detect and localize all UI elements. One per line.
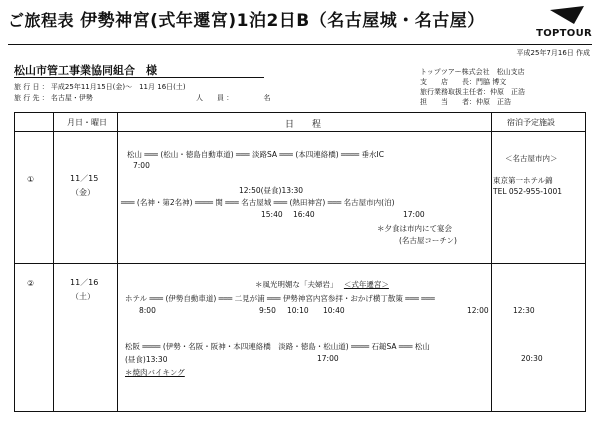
period-label: 旅 行 日 ：: [14, 83, 49, 91]
day1-weekday: （金）: [71, 188, 95, 197]
day1-hotel-name: 東京第一ホテル錦: [493, 176, 553, 185]
dest-label: 旅 行 先 ：: [14, 94, 49, 102]
client-underline: [14, 77, 264, 78]
day2-time-g: 17:00: [317, 354, 339, 363]
manager-label: 支 店 長：: [420, 78, 476, 86]
col-divider-3: [491, 113, 492, 411]
logo-mark-icon: [548, 4, 586, 26]
period-value: 平成25年11月15日(金)〜 11月 16日(土): [50, 83, 186, 91]
staff-value: 仲原 正浩: [476, 98, 511, 106]
staff-label: 担 当 者：: [420, 98, 476, 106]
col-header-hotel: 宿泊予定施設: [507, 118, 555, 127]
page-title: [8, 6, 485, 31]
toptour-logo: [508, 4, 592, 40]
travel-period: [14, 82, 186, 92]
day1-number: ①: [27, 175, 35, 184]
travel-destination: [14, 93, 93, 103]
day1-time-depart: 7:00: [133, 161, 150, 170]
day2-note-top: [255, 279, 389, 290]
company-manager: [420, 77, 506, 87]
day1-route-2: ═══ (名神・第2名神) ════ 関 ═══ 名古屋城 ═══ (熱田神宮) ═══ 名古屋市内(泊): [121, 198, 395, 207]
travel-people: [196, 93, 270, 103]
day1-lunch: 12:50(昼食)13:30: [239, 186, 304, 195]
title-prefix: ご旅程表: [8, 11, 75, 30]
header-row-divider: [15, 131, 585, 132]
dest-value: 名古屋・伊勢: [50, 94, 93, 102]
day2-route-1: ホテル ═══ (伊勢自動車道) ═══ 二見が浦 ═══ 伊勢神宮内宮参拝・おかげ横丁散策 ═══ ═══: [125, 294, 435, 303]
logo-text: TOPTOUR: [536, 28, 592, 39]
manager-value: 門脇 博文: [476, 78, 507, 86]
day2-route-2: 松阪 ════ (伊勢・名阪・阪神・本四連絡橋 淡路・徳島・松山道) ════ 石鎚SA ═══ 松山: [125, 342, 430, 351]
day2-time-e: 12:00: [467, 306, 489, 315]
day1-route-1: 松山 ═══ (松山・徳島自動車道) ═══ 淡路SA ═══ (本四連絡橋) ════ 垂水IC: [127, 150, 384, 159]
day2-time-a: 8:00: [139, 306, 156, 315]
col-header-schedule: 日 程: [285, 120, 322, 130]
company-staff: [420, 97, 511, 107]
header-rule: [8, 44, 592, 45]
itinerary-table: [14, 112, 586, 412]
supervisor-value: 仲原 正浩: [490, 88, 525, 96]
client-name: 松山市管工事業協同組合 様: [14, 64, 157, 77]
day1-dinner-note-2: (名古屋コーチン): [399, 236, 457, 245]
day1-dinner-note: ＊夕食は市内にて宴会: [377, 224, 452, 233]
day1-hotel-area: ＜名古屋市内＞: [505, 154, 558, 163]
day2-time-b: 9:50: [259, 306, 276, 315]
day2-note-meoto: ＊風光明媚な「夫婦岩」: [255, 280, 338, 289]
company-supervisor: [420, 87, 525, 97]
title-main: 伊勢神宮(式年遷宮)1泊2日B（名古屋城・名古屋）: [80, 11, 485, 31]
day1-time-a: 15:40: [261, 210, 283, 219]
company-name: トップツアー株式会社 松山支店: [420, 68, 525, 76]
col-divider-1: [53, 113, 54, 411]
col-divider-2: [117, 113, 118, 411]
col-header-date: 月日・曜日: [67, 118, 107, 127]
day2-weekday: （土）: [71, 292, 95, 301]
day1-hotel-tel: TEL 052-955-1001: [493, 187, 563, 196]
day1-time-b: 16:40: [293, 210, 315, 219]
created-date: 平成25年7月16日 作成: [516, 49, 590, 57]
day1-time-c: 17:00: [403, 210, 425, 219]
day1-date: 11／15: [70, 174, 99, 183]
day2-number: ②: [27, 279, 35, 288]
supervisor-label: 旅行業務取扱主任者：: [420, 88, 490, 96]
people-label: 人 員 ：: [196, 94, 234, 102]
day2-note-bottom: ＊焼肉バイキング: [125, 368, 185, 377]
day2-date: 11／16: [70, 278, 99, 287]
day-row-divider: [15, 263, 585, 264]
day2-lunch: (昼食)13:30: [125, 355, 168, 364]
day2-note-sengu: ＜式年遷宮＞: [343, 280, 389, 289]
day2-time-c: 10:10: [287, 306, 309, 315]
people-value: 名: [263, 94, 271, 102]
day2-time-d: 10:40: [323, 306, 345, 315]
day2-time-h: 20:30: [521, 354, 543, 363]
day2-time-f: 12:30: [513, 306, 535, 315]
